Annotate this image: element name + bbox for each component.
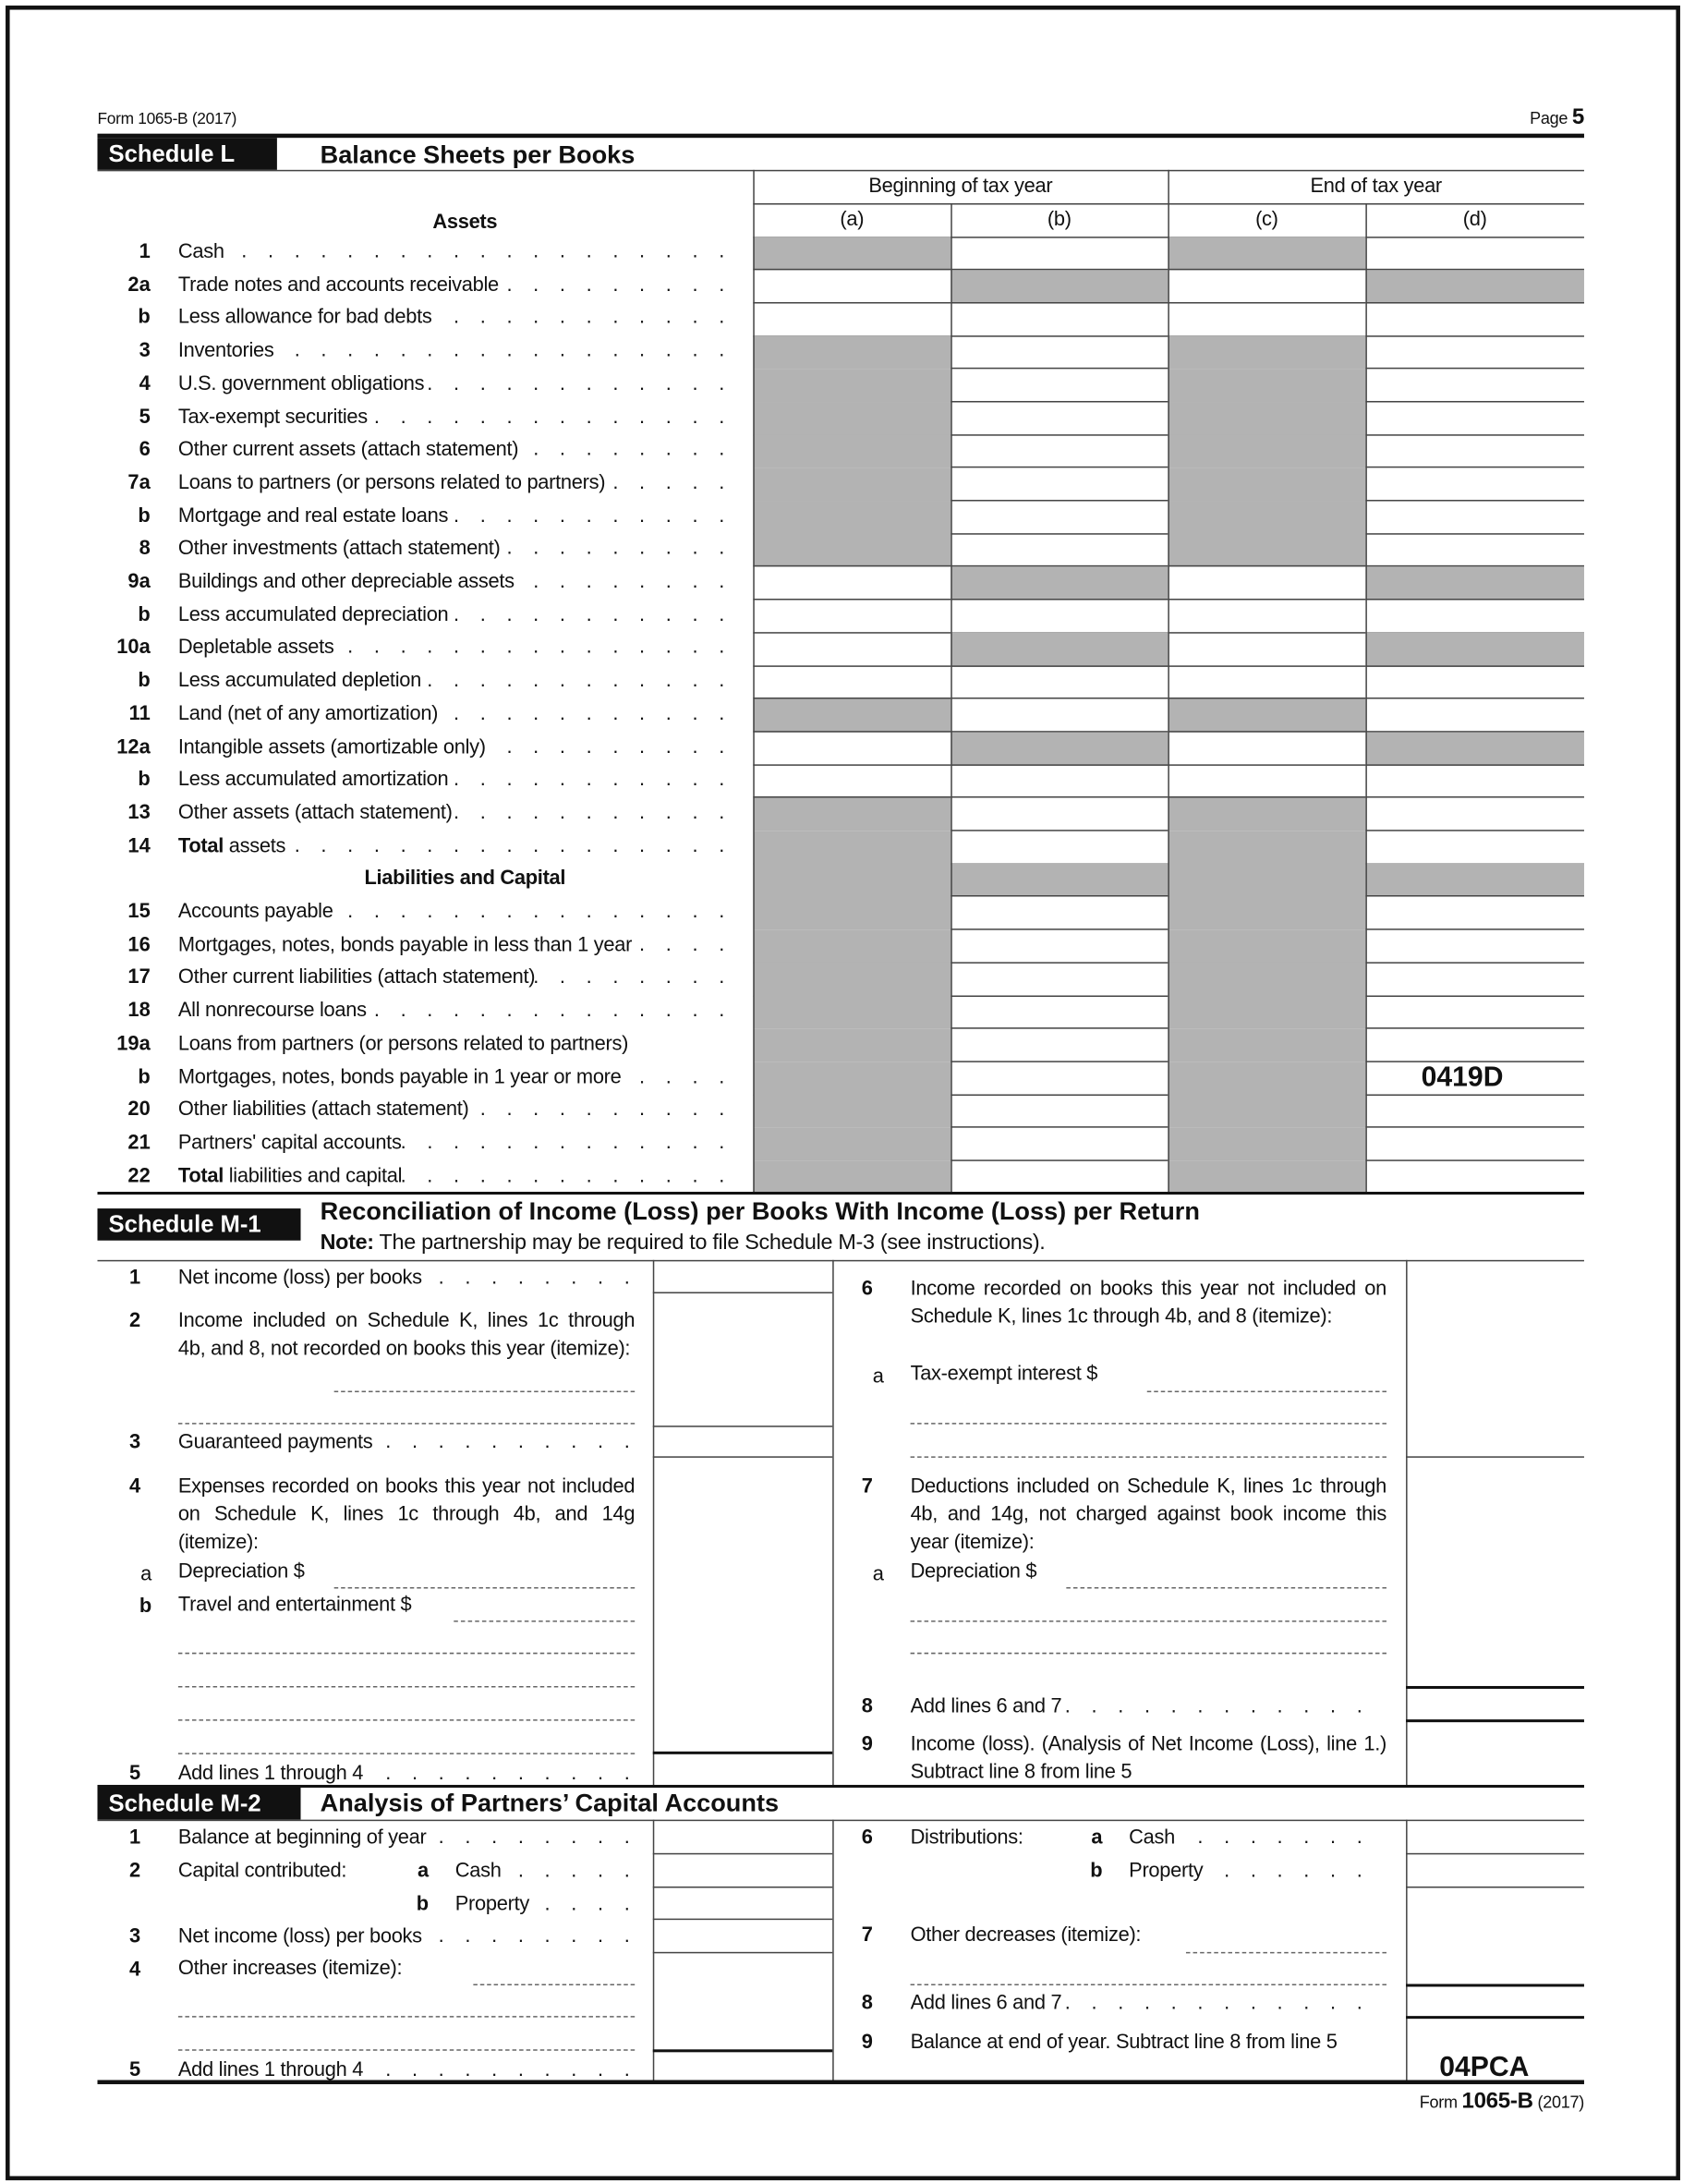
- line-number: 17: [127, 966, 151, 989]
- amount-cell-a[interactable]: [753, 732, 950, 765]
- amount-cell-b[interactable]: [950, 1128, 1168, 1161]
- column-divider: [1406, 1820, 1408, 2081]
- schedule-l-title: Balance Sheets per Books: [320, 140, 636, 169]
- line-label: Other assets (attach statement) . . .: [178, 799, 733, 827]
- line-number: 7a: [127, 471, 151, 494]
- m1-line-4-amount-field[interactable]: [653, 1752, 832, 1754]
- column-divider: [1365, 203, 1367, 1193]
- shaded-cell: [1168, 369, 1365, 402]
- m1-line-5-label: Add lines 1 through 4 . . .: [178, 1760, 637, 1788]
- note-text: The partnership may be required to file Schedule M-3 (see instructions).: [373, 1231, 1046, 1255]
- divider: [97, 134, 1583, 139]
- m1-line-2-label: Income included on Schedule K, lines 1c through 4b, and 8, not recorded on books this year (itemize):: [177, 1310, 636, 1361]
- amount-cell-a[interactable]: [753, 633, 950, 666]
- footer-form-number: 1065-B: [1461, 2090, 1533, 2114]
- itemize-field[interactable]: [911, 1423, 1386, 1425]
- amount-cell-b[interactable]: [950, 369, 1168, 402]
- line-label: Mortgages, notes, bonds payable in 1 year or more . . .: [178, 1063, 733, 1091]
- shaded-cell: [1168, 237, 1365, 270]
- col-b-header: (b): [1047, 209, 1072, 232]
- line-label: U.S. government obligations . . .: [178, 370, 733, 398]
- m2-line-6a-label: Cash . . .: [1129, 1824, 1370, 1851]
- line-label: Other current liabilities (attach statement) . . .: [178, 964, 733, 991]
- line-label: Tax-exempt securities . . .: [178, 403, 733, 431]
- line-number: 2: [129, 1310, 141, 1333]
- line-number: 1: [129, 1267, 141, 1290]
- beginning-of-year-header: Beginning of tax year: [868, 175, 1053, 198]
- line-number: 4: [129, 1959, 141, 1982]
- col-c-header: (c): [1255, 209, 1278, 232]
- shaded-cell: [753, 996, 950, 1029]
- line-label: Mortgages, notes, bonds payable in less than 1 year . . .: [178, 931, 733, 959]
- m2-line-6b-amount-field[interactable]: [1406, 1887, 1584, 1888]
- line-number: 1: [129, 1826, 141, 1850]
- shaded-cell: [753, 369, 950, 402]
- itemize-field[interactable]: [178, 1653, 635, 1655]
- shaded-cell: [1168, 434, 1365, 467]
- shaded-cell: [753, 929, 950, 963]
- amount-cell-d[interactable]: [1365, 402, 1584, 435]
- line-number: 5: [139, 406, 151, 429]
- line-label: Intangible assets (amortizable only) . . .: [178, 733, 733, 760]
- form-code-04pca: 04PCA: [1439, 2052, 1530, 2083]
- line-number: 4: [139, 372, 151, 395]
- m2-line-1-label: Balance at beginning of year . . .: [178, 1824, 637, 1851]
- amount-cell-d[interactable]: [1365, 237, 1584, 270]
- column-divider: [753, 170, 755, 1194]
- shaded-cell: [1168, 534, 1365, 567]
- shaded-cell: [1168, 797, 1365, 831]
- amount-cell-d[interactable]: [1365, 600, 1584, 633]
- line-letter: a: [1091, 1826, 1103, 1850]
- amount-cell-b[interactable]: [950, 335, 1168, 369]
- amount-cell-d[interactable]: [1365, 501, 1584, 534]
- amount-cell-a[interactable]: [753, 303, 950, 336]
- line-number: 20: [127, 1098, 151, 1122]
- m1-line-9-label: Income (loss). (Analysis of Net Income (Loss), line 1.) Subtract line 8 from line 5: [910, 1733, 1386, 1784]
- shaded-cell: [753, 1160, 950, 1194]
- line-label: Loans from partners (or persons related to partners): [177, 1032, 629, 1055]
- line-number: b: [138, 307, 151, 330]
- amount-cell-b[interactable]: [950, 303, 1168, 336]
- m2-line-2a-label: Cash . . .: [455, 1857, 637, 1885]
- m2-line-4-amount-field[interactable]: [653, 2049, 832, 2052]
- line-letter: a: [872, 1563, 884, 1586]
- shaded-cell: [753, 1128, 950, 1161]
- line-number: 3: [139, 339, 151, 362]
- m2-line-7-label: Other decreases (itemize):: [910, 1923, 1142, 1947]
- m2-line-2-label: Capital contributed:: [177, 1860, 347, 1883]
- line-number: 21: [127, 1132, 151, 1155]
- shaded-cell: [1168, 897, 1365, 930]
- amount-cell-b[interactable]: [950, 237, 1168, 270]
- line-number: 5: [129, 1762, 141, 1785]
- amount-cell-d[interactable]: [1365, 434, 1584, 467]
- column-divider: [1168, 170, 1169, 1194]
- m2-line-4-label: Other increases (itemize):: [177, 1957, 403, 1980]
- m2-line-6a-amount-field[interactable]: [1406, 1853, 1584, 1855]
- amount-cell-b[interactable]: [950, 963, 1168, 996]
- shaded-cell: [1168, 1128, 1365, 1161]
- itemize-field[interactable]: [911, 1984, 1386, 1985]
- schedule-l-badge: Schedule L: [97, 138, 276, 170]
- line-label: Loans to partners (or persons related to partners) . . .: [178, 469, 733, 497]
- line-label: Depletable assets . . .: [178, 634, 733, 661]
- shaded-cell: [950, 732, 1168, 765]
- col-a-header: (a): [840, 209, 865, 232]
- note-label: Note:: [320, 1231, 374, 1255]
- line-number: 9: [861, 1733, 873, 1756]
- m2-line-6b-label: Property . . .: [1129, 1857, 1370, 1885]
- line-number: b: [138, 603, 151, 626]
- column-divider: [950, 203, 952, 1193]
- line-number: b: [138, 769, 151, 792]
- line-number: 16: [127, 933, 151, 956]
- line-number: b: [138, 1065, 151, 1088]
- line-label: Total liabilities and capital . . .: [178, 1162, 733, 1190]
- line-label: Inventories . . .: [178, 337, 733, 365]
- amount-cell-d[interactable]: [1365, 765, 1584, 798]
- line-number: 18: [127, 1000, 151, 1023]
- shaded-cell: [1168, 1062, 1365, 1095]
- itemize-field[interactable]: [178, 1753, 635, 1754]
- m2-line-6-label: Distributions:: [910, 1826, 1023, 1850]
- amount-cell-b[interactable]: [950, 765, 1168, 798]
- form-header-label: Form 1065-B (2017): [97, 111, 237, 128]
- m2-line-9-label: Balance at end of year. Subtract line 8 from line 5: [910, 2031, 1338, 2054]
- shaded-cell: [1168, 1028, 1365, 1062]
- divider: [97, 1192, 1583, 1195]
- line-label: Buildings and other depreciable assets . . .: [178, 568, 733, 596]
- m1-line-4a-label: Depreciation $: [177, 1560, 305, 1583]
- itemize-field[interactable]: [178, 1686, 635, 1688]
- line-number: 6: [139, 438, 151, 462]
- line-number: 6: [861, 1278, 873, 1301]
- line-label: Less accumulated depletion . . .: [178, 667, 733, 695]
- amount-cell-a[interactable]: [753, 765, 950, 798]
- line-number: 19a: [116, 1032, 151, 1055]
- amount-cell-c[interactable]: [1168, 270, 1365, 303]
- shaded-cell: [950, 864, 1168, 897]
- amount-cell-a[interactable]: [753, 566, 950, 600]
- amount-cell-b[interactable]: [950, 929, 1168, 963]
- schedule-m1-title: Reconciliation of Income (Loss) per Books With Income (Loss) per Return: [320, 1197, 1200, 1226]
- line-letter: b: [139, 1596, 152, 1619]
- shaded-cell: [1168, 864, 1365, 897]
- shaded-cell: [1365, 270, 1584, 303]
- amount-cell-b[interactable]: [950, 402, 1168, 435]
- shaded-cell: [753, 434, 950, 467]
- depreciation-field[interactable]: [334, 1587, 636, 1589]
- footer-form-label: Form: [1419, 2093, 1458, 2113]
- amount-cell-d[interactable]: [1365, 1095, 1584, 1128]
- travel-field[interactable]: [454, 1620, 635, 1622]
- shaded-cell: [1365, 566, 1584, 600]
- line-letter: a: [872, 1365, 884, 1389]
- amount-cell-d[interactable]: [1365, 897, 1584, 930]
- itemize-field[interactable]: [1186, 1952, 1386, 1954]
- shaded-cell: [1168, 996, 1365, 1029]
- assets-heading: Assets: [432, 212, 498, 235]
- amount-cell-b[interactable]: [950, 534, 1168, 567]
- m2-line-8-amount-field[interactable]: [1406, 2016, 1584, 2019]
- form-footer: [1420, 2089, 1584, 2117]
- schedule-m2-title: Analysis of Partners’ Capital Accounts: [320, 1789, 780, 1817]
- m1-line-8-label: Add lines 6 and 7 . . .: [911, 1693, 1370, 1721]
- m1-line-1-label: Net income (loss) per books . . .: [178, 1264, 637, 1292]
- amount-cell-b[interactable]: [950, 1095, 1168, 1128]
- m1-line-7-label: Deductions included on Schedule K, lines 1c through 4b, and 14g, not charged against book income this year (itemize):: [910, 1475, 1386, 1554]
- line-label: Less allowance for bad debts . . .: [178, 304, 733, 332]
- shaded-cell: [1365, 633, 1584, 666]
- amount-cell-c[interactable]: [1168, 665, 1365, 698]
- shaded-cell: [753, 1095, 950, 1128]
- shaded-cell: [753, 831, 950, 864]
- line-number: 7: [861, 1923, 873, 1947]
- line-number: 13: [127, 801, 151, 824]
- line-label: Other investments (attach statement) . . .: [178, 535, 733, 563]
- m1-line-2-amount-field[interactable]: [653, 1426, 832, 1427]
- liabilities-heading: Liabilities and Capital: [364, 868, 566, 891]
- amount-cell-b[interactable]: [950, 1028, 1168, 1062]
- m1-line-4-label: Expenses recorded on books this year not included on Schedule K, lines 1c through 4b, and 14g (itemize):: [177, 1475, 636, 1554]
- amount-cell-d[interactable]: [1365, 929, 1584, 963]
- line-number: 8: [139, 538, 151, 561]
- line-number: 3: [129, 1431, 141, 1454]
- amount-cell-d[interactable]: [1365, 335, 1584, 369]
- footer-form-year: (2017): [1537, 2093, 1584, 2113]
- shaded-cell: [753, 698, 950, 732]
- column-divider: [653, 1820, 655, 2081]
- amount-cell-d[interactable]: [1365, 534, 1584, 567]
- amount-cell-d[interactable]: [1365, 996, 1584, 1029]
- m2-line-3-label: Net income (loss) per books . . .: [178, 1923, 637, 1950]
- amount-cell-c[interactable]: [1168, 303, 1365, 336]
- amount-cell-b[interactable]: [950, 467, 1168, 501]
- itemize-field[interactable]: [911, 1653, 1386, 1655]
- line-label: Less accumulated depreciation . . .: [178, 601, 733, 629]
- m2-line-2b-label: Property . . .: [455, 1891, 637, 1919]
- amount-cell-b[interactable]: [950, 434, 1168, 467]
- line-number: 11: [128, 702, 151, 725]
- shaded-cell: [1168, 335, 1365, 369]
- line-number: 8: [861, 1992, 873, 2015]
- shaded-cell: [753, 1062, 950, 1095]
- amount-cell-b[interactable]: [950, 1160, 1168, 1194]
- m1-line-6a-label: Tax-exempt interest $: [910, 1363, 1098, 1386]
- depreciation-field[interactable]: [1066, 1587, 1386, 1589]
- line-number: 2: [129, 1860, 141, 1883]
- line-number: 14: [127, 834, 151, 857]
- shaded-cell: [753, 402, 950, 435]
- line-number: 12a: [116, 735, 151, 758]
- line-number: 10a: [116, 637, 151, 660]
- column-divider: [653, 1260, 655, 1787]
- amount-cell-d[interactable]: [1365, 698, 1584, 732]
- m1-line-3-label: Guaranteed payments . . .: [178, 1428, 637, 1456]
- column-divider: [1406, 1260, 1408, 1787]
- line-letter: a: [140, 1563, 152, 1586]
- itemize-field[interactable]: [334, 1390, 636, 1392]
- amount-cell-b[interactable]: [950, 698, 1168, 732]
- amount-cell-d[interactable]: [1365, 665, 1584, 698]
- itemize-field[interactable]: [473, 1984, 635, 1985]
- amount-cell-b[interactable]: [950, 1062, 1168, 1095]
- m1-line-1-amount-field[interactable]: [653, 1292, 832, 1293]
- line-letter: b: [416, 1893, 430, 1916]
- line-letter: b: [1090, 1860, 1103, 1883]
- shaded-cell: [1168, 831, 1365, 864]
- line-label: Other current assets (attach statement) . . .: [178, 436, 733, 464]
- shaded-cell: [1168, 963, 1365, 996]
- page-label: Page: [1530, 108, 1568, 128]
- amount-cell-d[interactable]: [1365, 369, 1584, 402]
- line-number: 5: [129, 2058, 141, 2081]
- m2-line-1-amount-field[interactable]: [653, 1853, 832, 1855]
- shaded-cell: [1168, 698, 1365, 732]
- amount-cell-c[interactable]: [1168, 566, 1365, 600]
- shaded-cell: [753, 797, 950, 831]
- amount-cell-b[interactable]: [950, 797, 1168, 831]
- itemize-field[interactable]: [178, 2049, 635, 2051]
- shaded-cell: [753, 1028, 950, 1062]
- m2-line-7-amount-field[interactable]: [1406, 1984, 1584, 1986]
- itemize-field[interactable]: [178, 1423, 635, 1425]
- line-number: b: [138, 670, 151, 693]
- line-label: All nonrecourse loans . . .: [178, 997, 733, 1025]
- line-number: 9: [861, 2031, 873, 2054]
- end-of-year-header: End of tax year: [1310, 175, 1442, 198]
- line-label: Less accumulated amortization . . .: [178, 766, 733, 794]
- line-number: 8: [861, 1695, 873, 1718]
- m2-line-3-amount-field[interactable]: [653, 1952, 832, 1954]
- amount-cell-b[interactable]: [950, 600, 1168, 633]
- shaded-cell: [753, 501, 950, 534]
- amount-cell-b[interactable]: [950, 665, 1168, 698]
- line-label: Total assets . . .: [178, 832, 733, 860]
- amount-cell-d[interactable]: [1365, 303, 1584, 336]
- line-label: Cash . . .: [178, 238, 733, 266]
- itemize-field[interactable]: [911, 1620, 1386, 1622]
- shaded-cell: [950, 633, 1168, 666]
- m1-line-7a-label: Depreciation $: [910, 1560, 1037, 1583]
- line-label: Partners' capital accounts . . .: [178, 1129, 733, 1157]
- divider: [97, 2080, 1583, 2084]
- amount-cell-c[interactable]: [1168, 600, 1365, 633]
- shaded-cell: [753, 897, 950, 930]
- line-label: Mortgage and real estate loans . . .: [178, 502, 733, 529]
- shaded-cell: [753, 963, 950, 996]
- shaded-cell: [950, 566, 1168, 600]
- schedule-m1-note: [321, 1230, 1046, 1257]
- amount-cell-a[interactable]: [753, 270, 950, 303]
- amount-cell-b[interactable]: [950, 897, 1168, 930]
- col-d-header: (d): [1462, 209, 1487, 232]
- itemize-field[interactable]: [911, 1456, 1386, 1458]
- line-number: 6: [861, 1826, 873, 1850]
- amount-cell-d[interactable]: [1365, 467, 1584, 501]
- amount-cell-d[interactable]: [1365, 1128, 1584, 1161]
- shaded-cell: [753, 534, 950, 567]
- itemize-field[interactable]: [178, 2016, 635, 2018]
- amount-cell-d[interactable]: [1365, 797, 1584, 831]
- m1-line-8-amount-field[interactable]: [1406, 1719, 1584, 1722]
- amount-cell-c[interactable]: [1168, 633, 1365, 666]
- m1-line-6-label: Income recorded on books this year not included on Schedule K, lines 1c through 4b, and 8 (itemize):: [910, 1278, 1386, 1329]
- line-label: Trade notes and accounts receivable . . .: [178, 271, 733, 298]
- divider: [97, 1260, 1583, 1262]
- shaded-cell: [1365, 864, 1584, 897]
- amount-cell-a[interactable]: [753, 665, 950, 698]
- shaded-cell: [1168, 1160, 1365, 1194]
- amount-cell-c[interactable]: [1168, 732, 1365, 765]
- amount-cell-b[interactable]: [950, 501, 1168, 534]
- line-number: 9a: [127, 570, 151, 593]
- divider: [97, 170, 1583, 172]
- shaded-cell: [753, 335, 950, 369]
- m1-line-7-amount-field[interactable]: [1406, 1686, 1584, 1689]
- amount-cell-b[interactable]: [950, 831, 1168, 864]
- m2-line-2b-amount-field[interactable]: [653, 1919, 832, 1921]
- divider: [97, 1820, 1583, 1822]
- line-number: 2a: [127, 273, 151, 297]
- m2-line-8-label: Add lines 6 and 7 . . .: [911, 1990, 1370, 2018]
- line-label: Other liabilities (attach statement) . . .: [178, 1096, 733, 1123]
- amount-cell-d[interactable]: [1365, 1028, 1584, 1062]
- amount-cell-b[interactable]: [950, 996, 1168, 1029]
- shaded-cell: [1168, 1095, 1365, 1128]
- amount-cell-d[interactable]: [1365, 1160, 1584, 1194]
- m1-line-4b-label: Travel and entertainment $: [177, 1594, 412, 1617]
- line-letter: a: [417, 1860, 430, 1883]
- schedule-m1-badge: Schedule M-1: [97, 1208, 300, 1241]
- page-number: [1530, 104, 1584, 132]
- shaded-cell: [1168, 467, 1365, 501]
- shaded-cell: [1168, 929, 1365, 963]
- shaded-cell: [1365, 732, 1584, 765]
- m1-line-3-amount-field[interactable]: [653, 1456, 832, 1458]
- m2-line-2a-amount-field[interactable]: [653, 1887, 832, 1888]
- shaded-cell: [753, 237, 950, 270]
- tax-exempt-interest-field[interactable]: [1147, 1390, 1386, 1392]
- m1-line-6-amount-field[interactable]: [1406, 1456, 1584, 1458]
- line-number: 1: [139, 240, 151, 263]
- line-number: 22: [127, 1164, 151, 1187]
- amount-cell-d[interactable]: [1365, 831, 1584, 864]
- line-label: Accounts payable . . .: [178, 898, 733, 926]
- shaded-cell: [950, 270, 1168, 303]
- shaded-cell: [753, 864, 950, 897]
- line-number: 4: [129, 1475, 141, 1498]
- schedule-m2-badge: Schedule M-2: [97, 1788, 300, 1820]
- line-number: 3: [129, 1925, 141, 1948]
- itemize-field[interactable]: [178, 1719, 635, 1721]
- shaded-cell: [1168, 501, 1365, 534]
- amount-cell-a[interactable]: [753, 600, 950, 633]
- line-number: 15: [127, 901, 151, 924]
- form-code-0419d: 0419D: [1421, 1062, 1504, 1093]
- shaded-cell: [753, 467, 950, 501]
- line-number: 7: [861, 1475, 873, 1498]
- line-label: Land (net of any amortization) . . .: [178, 700, 733, 728]
- m2-line-5-label: Add lines 1 through 4 . . .: [178, 2057, 637, 2084]
- page-number-value: 5: [1571, 105, 1584, 130]
- amount-cell-d[interactable]: [1365, 963, 1584, 996]
- shaded-cell: [1168, 402, 1365, 435]
- amount-cell-c[interactable]: [1168, 765, 1365, 798]
- line-number: b: [138, 504, 151, 528]
